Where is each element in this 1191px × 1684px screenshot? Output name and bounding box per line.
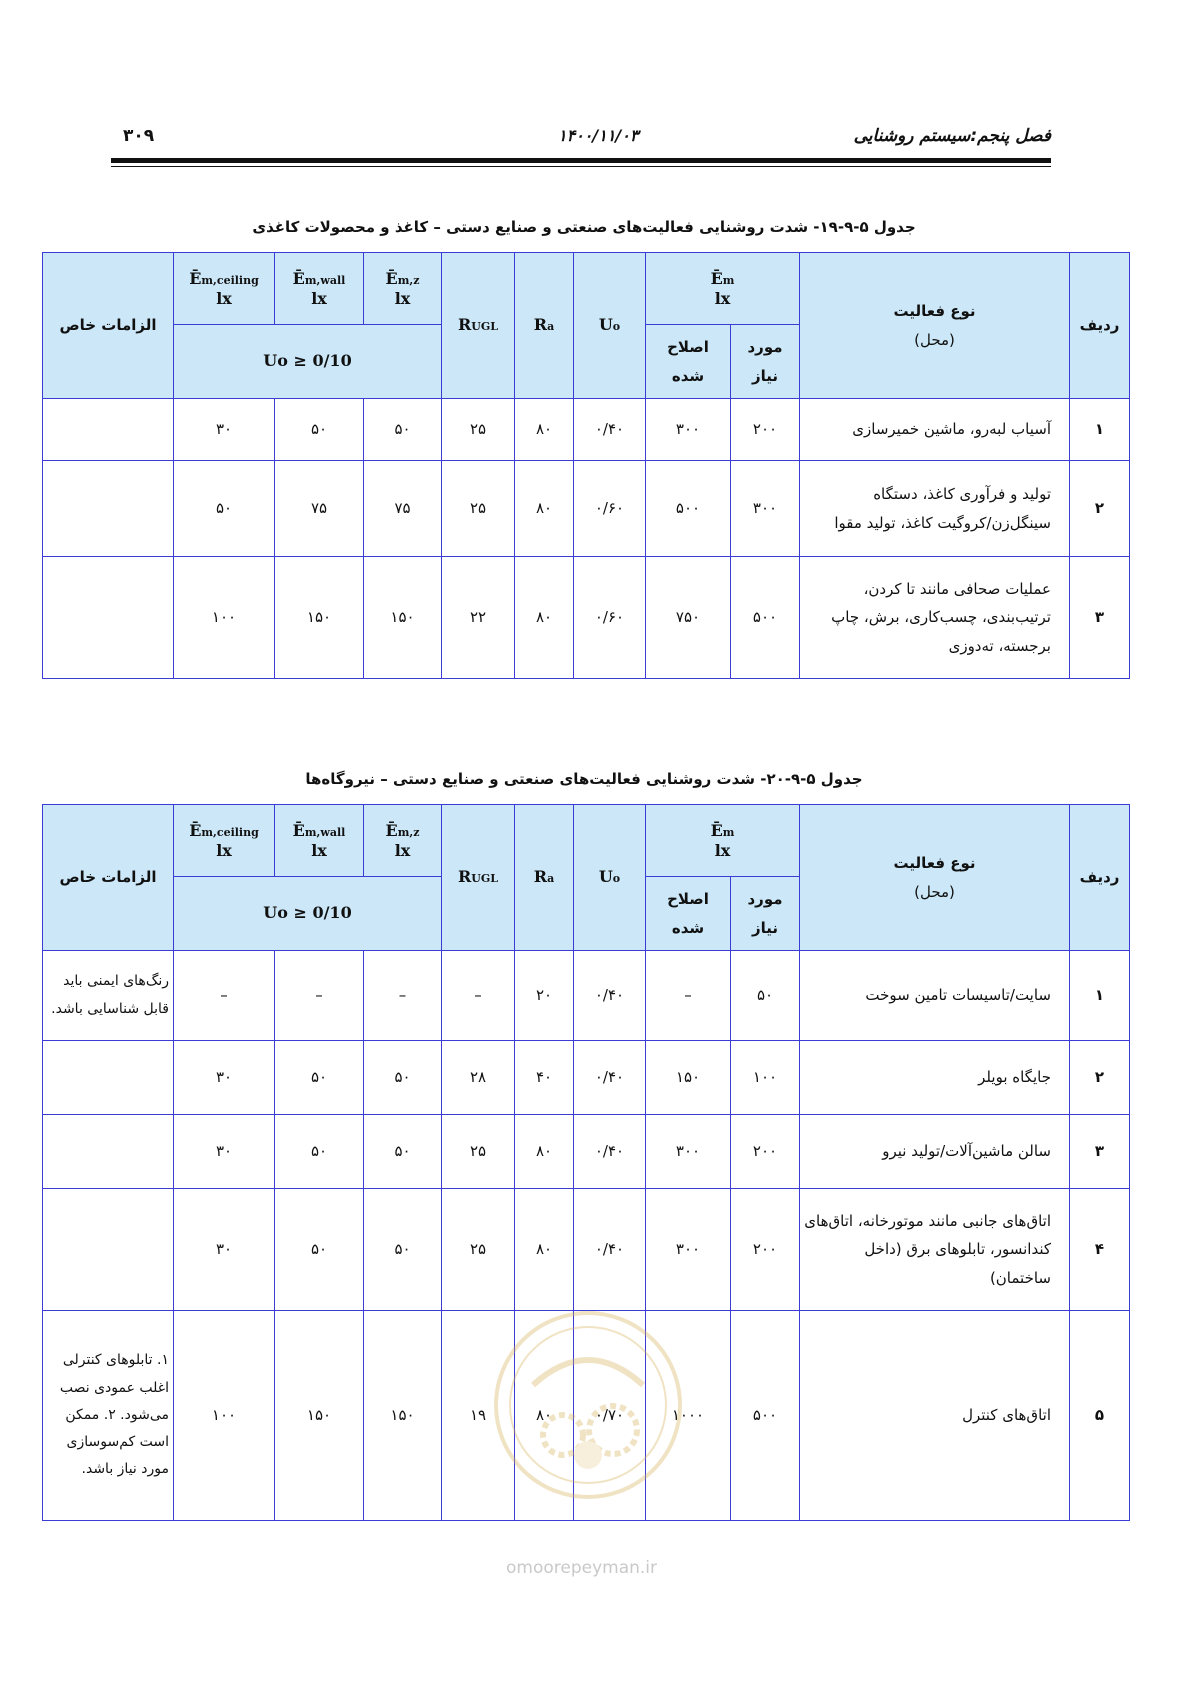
cell-ra: ۸۰ bbox=[515, 461, 574, 557]
emceiling-symbol: Ē bbox=[189, 269, 202, 289]
header-ra bbox=[515, 253, 574, 399]
em-corrected-line2: شده bbox=[671, 918, 705, 937]
cell-no: ۲ bbox=[1070, 1041, 1130, 1115]
uo-sub: o bbox=[612, 320, 621, 334]
em-corrected-line1: اصلاح bbox=[667, 338, 709, 356]
cell-ra: ۸۰ bbox=[515, 557, 574, 679]
ra-symbol: R bbox=[533, 315, 548, 335]
cell-em-req: ۵۰۰ bbox=[731, 1311, 800, 1521]
header-uo bbox=[574, 253, 646, 399]
header-rule-thin bbox=[111, 166, 1051, 167]
em-required-line2: نیاز bbox=[751, 918, 779, 937]
cell-emz: ۵۰ bbox=[364, 1115, 442, 1189]
cell-emwall: ۱۵۰ bbox=[275, 1311, 364, 1521]
cell-ra: ۸۰ bbox=[515, 399, 574, 461]
em-unit: lx bbox=[714, 288, 731, 308]
table-row bbox=[43, 1189, 1130, 1311]
ra-sub: a bbox=[547, 320, 555, 334]
cell-emz: ۱۵۰ bbox=[364, 557, 442, 679]
em-symbol: Ē bbox=[710, 821, 723, 841]
em-sub: m bbox=[722, 274, 735, 288]
cell-uo: ۰/۴۰ bbox=[574, 1115, 646, 1189]
emz-sub: m,z bbox=[397, 274, 420, 288]
cell-em-corr: ۳۰۰ bbox=[646, 399, 731, 461]
cell-activity: اتاق‌های کنترل bbox=[800, 1311, 1070, 1521]
table2-caption: جدول ۵-۹-۲۰- شدت روشنایی فعالیت‌های صنعتی و صنایع دستی – نیروگاه‌ها bbox=[305, 770, 863, 788]
cell-em-corr: ۵۰۰ bbox=[646, 461, 731, 557]
emz-symbol: Ē bbox=[385, 269, 398, 289]
cell-rugl: ۲۵ bbox=[442, 399, 515, 461]
header-em bbox=[646, 253, 800, 325]
cell-uo: ۰/۴۰ bbox=[574, 399, 646, 461]
cell-ra: ۸۰ bbox=[515, 1189, 574, 1311]
header-em-corrected bbox=[646, 325, 731, 399]
table-row bbox=[43, 557, 1130, 679]
cell-em-req: ۳۰۰ bbox=[731, 461, 800, 557]
emceiling-unit: lx bbox=[216, 288, 232, 308]
header-em-corrected bbox=[646, 877, 731, 951]
header-activity-sub: (محل) bbox=[914, 882, 955, 901]
header-em bbox=[646, 805, 800, 877]
cell-activity: عملیات صحافی مانند تا کردن، ترتیب‌بندی، چسب‌کاری، برش، چاپ برجسته، ته‌دوزی bbox=[800, 557, 1070, 679]
emwall-sub: m,wall bbox=[304, 826, 346, 840]
table-row bbox=[43, 1115, 1130, 1189]
cell-em-corr: ۳۰۰ bbox=[646, 1115, 731, 1189]
header-em-required bbox=[731, 877, 800, 951]
cell-emwall: ۱۵۰ bbox=[275, 557, 364, 679]
cell-no: ۵ bbox=[1070, 1311, 1130, 1521]
cell-ra: ۸۰ bbox=[515, 1115, 574, 1189]
header-activity bbox=[800, 805, 1070, 951]
page-header bbox=[111, 116, 1051, 176]
emwall-unit: lx bbox=[311, 840, 327, 860]
cell-emceiling: – bbox=[174, 951, 275, 1041]
header-em-required bbox=[731, 325, 800, 399]
emz-symbol: Ē bbox=[385, 821, 398, 841]
header-requirements: الزامات خاص bbox=[43, 253, 174, 399]
header-emwall bbox=[275, 253, 364, 325]
table1-caption: جدول ۵-۹-۱۹- شدت روشنایی فعالیت‌های صنعتی و صنایع دستی – کاغذ و محصولات کاغذی bbox=[252, 218, 916, 236]
cell-em-req: ۱۰۰ bbox=[731, 1041, 800, 1115]
cell-em-corr: ۷۵۰ bbox=[646, 557, 731, 679]
cell-rugl: ۲۵ bbox=[442, 1189, 515, 1311]
cell-em-req: ۲۰۰ bbox=[731, 1115, 800, 1189]
header-uo-condition bbox=[174, 877, 442, 951]
header-uo bbox=[574, 805, 646, 951]
header-emz bbox=[364, 253, 442, 325]
header-uo-condition bbox=[174, 325, 442, 399]
cell-em-corr: ۱۰۰۰ bbox=[646, 1311, 731, 1521]
cell-emwall: ۵۰ bbox=[275, 1189, 364, 1311]
table1 bbox=[42, 252, 1130, 679]
cell-emz: ۵۰ bbox=[364, 399, 442, 461]
em-required-line2: نیاز bbox=[751, 366, 779, 385]
header-activity bbox=[800, 253, 1070, 399]
watermark-site: omoorepeyman.ir bbox=[506, 1558, 658, 1578]
page-number: ۳۰۹ bbox=[123, 126, 155, 146]
cell-em-req: ۲۰۰ bbox=[731, 399, 800, 461]
header-rugl bbox=[442, 253, 515, 399]
cell-emceiling: ۳۰ bbox=[174, 1041, 275, 1115]
table-row bbox=[43, 461, 1130, 557]
cell-em-corr: ۱۵۰ bbox=[646, 1041, 731, 1115]
cell-emwall: ۷۵ bbox=[275, 461, 364, 557]
cell-rugl: – bbox=[442, 951, 515, 1041]
cell-em-req: ۵۰۰ bbox=[731, 557, 800, 679]
header-row-no: ردیف bbox=[1070, 253, 1130, 399]
cell-emz: ۱۵۰ bbox=[364, 1311, 442, 1521]
cell-emwall: ۵۰ bbox=[275, 1115, 364, 1189]
cell-em-req: ۵۰ bbox=[731, 951, 800, 1041]
emceiling-sub: m,ceiling bbox=[201, 274, 259, 288]
cell-requirements bbox=[43, 1041, 174, 1115]
em-required-line1: مورد bbox=[747, 338, 783, 356]
em-required-line1: مورد bbox=[747, 890, 783, 908]
cell-emceiling: ۱۰۰ bbox=[174, 1311, 275, 1521]
rugl-symbol: R bbox=[457, 867, 472, 887]
uo-symbol: U bbox=[598, 867, 613, 887]
header-activity-label: نوع فعالیت bbox=[893, 854, 976, 872]
cell-no: ۲ bbox=[1070, 461, 1130, 557]
cell-ra: ۴۰ bbox=[515, 1041, 574, 1115]
cell-requirements bbox=[43, 1189, 174, 1311]
cell-activity: اتاق‌های جانبی مانند موتورخانه، اتاق‌های کندانسور، تابلوهای برق (داخل ساختمان) bbox=[800, 1189, 1070, 1311]
cell-no: ۱ bbox=[1070, 951, 1130, 1041]
header-activity-sub: (محل) bbox=[914, 330, 955, 349]
cell-activity: سایت/تاسیسات تامین سوخت bbox=[800, 951, 1070, 1041]
cell-no: ۳ bbox=[1070, 557, 1130, 679]
cell-emceiling: ۳۰ bbox=[174, 1189, 275, 1311]
cell-requirements bbox=[43, 1115, 174, 1189]
emwall-unit: lx bbox=[311, 288, 327, 308]
rugl-symbol: R bbox=[457, 315, 472, 335]
cell-activity: جایگاه بویلر bbox=[800, 1041, 1070, 1115]
cell-em-corr: ۳۰۰ bbox=[646, 1189, 731, 1311]
em-unit: lx bbox=[714, 840, 731, 860]
emwall-sub: m,wall bbox=[304, 274, 346, 288]
cell-rugl: ۲۲ bbox=[442, 557, 515, 679]
header-ra bbox=[515, 805, 574, 951]
ra-sub: a bbox=[547, 872, 555, 886]
ra-symbol: R bbox=[533, 867, 548, 887]
header-requirements: الزامات خاص bbox=[43, 805, 174, 951]
emceiling-sub: m,ceiling bbox=[201, 826, 259, 840]
cell-rugl: ۲۵ bbox=[442, 461, 515, 557]
emceiling-unit: lx bbox=[216, 840, 232, 860]
uo-condition: Uo ≥ 0/10 bbox=[263, 903, 352, 923]
header-rule-thick bbox=[111, 158, 1051, 163]
em-corrected-line2: شده bbox=[671, 366, 705, 385]
cell-requirements bbox=[43, 399, 174, 461]
header-emceiling bbox=[174, 805, 275, 877]
document-date: ۱۴۰۰/۱۱/۰۳ bbox=[558, 126, 639, 145]
cell-uo: ۰/۴۰ bbox=[574, 951, 646, 1041]
cell-ra: ۲۰ bbox=[515, 951, 574, 1041]
cell-rugl: ۲۵ bbox=[442, 1115, 515, 1189]
cell-uo: ۰/۴۰ bbox=[574, 1189, 646, 1311]
emz-unit: lx bbox=[394, 840, 411, 860]
emceiling-symbol: Ē bbox=[189, 821, 202, 841]
cell-emceiling: ۵۰ bbox=[174, 461, 275, 557]
cell-activity: سالن ماشین‌آلات/تولید نیرو bbox=[800, 1115, 1070, 1189]
em-corrected-line1: اصلاح bbox=[667, 890, 709, 908]
em-sub: m bbox=[722, 826, 735, 840]
cell-rugl: ۲۸ bbox=[442, 1041, 515, 1115]
uo-condition: Uo ≥ 0/10 bbox=[263, 351, 352, 371]
header-row-no: ردیف bbox=[1070, 805, 1130, 951]
cell-emz: ۵۰ bbox=[364, 1189, 442, 1311]
cell-emwall: ۵۰ bbox=[275, 1041, 364, 1115]
chapter-title: فصل پنجم:سیستم روشنایی bbox=[853, 126, 1051, 146]
cell-emceiling: ۱۰۰ bbox=[174, 557, 275, 679]
cell-uo: ۰/۷۰ bbox=[574, 1311, 646, 1521]
cell-emz: – bbox=[364, 951, 442, 1041]
table-row bbox=[43, 1041, 1130, 1115]
cell-em-req: ۲۰۰ bbox=[731, 1189, 800, 1311]
rugl-sub: UGL bbox=[471, 320, 499, 334]
header-emz bbox=[364, 805, 442, 877]
header-rugl bbox=[442, 805, 515, 951]
cell-activity: آسیاب لبه‌رو، ماشین خمیرسازی bbox=[800, 399, 1070, 461]
emwall-symbol: Ē bbox=[292, 821, 305, 841]
cell-emz: ۷۵ bbox=[364, 461, 442, 557]
cell-no: ۳ bbox=[1070, 1115, 1130, 1189]
rugl-sub: UGL bbox=[471, 872, 499, 886]
header-activity-label: نوع فعالیت bbox=[893, 302, 976, 320]
emz-unit: lx bbox=[394, 288, 411, 308]
cell-emceiling: ۳۰ bbox=[174, 399, 275, 461]
cell-no: ۴ bbox=[1070, 1189, 1130, 1311]
emz-sub: m,z bbox=[397, 826, 420, 840]
table-row bbox=[43, 399, 1130, 461]
seal-logo-icon bbox=[488, 1305, 688, 1505]
cell-uo: ۰/۶۰ bbox=[574, 557, 646, 679]
cell-rugl: ۱۹ bbox=[442, 1311, 515, 1521]
cell-requirements: ۱. تابلوهای کنترلی اغلب عمودی نصب می‌شود. ۲. ممکن است کم‌سوسازی مورد نیاز باشد. bbox=[43, 1311, 174, 1521]
cell-emwall: – bbox=[275, 951, 364, 1041]
cell-uo: ۰/۶۰ bbox=[574, 461, 646, 557]
cell-requirements bbox=[43, 461, 174, 557]
uo-symbol: U bbox=[598, 315, 613, 335]
em-symbol: Ē bbox=[710, 269, 723, 289]
cell-requirements bbox=[43, 557, 174, 679]
cell-requirements: رنگ‌های ایمنی باید قابل شناسایی باشد. bbox=[43, 951, 174, 1041]
cell-uo: ۰/۴۰ bbox=[574, 1041, 646, 1115]
cell-em-corr: – bbox=[646, 951, 731, 1041]
uo-sub: o bbox=[612, 872, 621, 886]
emwall-symbol: Ē bbox=[292, 269, 305, 289]
cell-activity: تولید و فرآوری کاغذ، دستگاه سینگل‌زن/کروگیت کاغذ، تولید مقوا bbox=[800, 461, 1070, 557]
cell-no: ۱ bbox=[1070, 399, 1130, 461]
cell-ra: ۸۰ bbox=[515, 1311, 574, 1521]
table-row bbox=[43, 951, 1130, 1041]
cell-emceiling: ۳۰ bbox=[174, 1115, 275, 1189]
header-emceiling bbox=[174, 253, 275, 325]
cell-emz: ۵۰ bbox=[364, 1041, 442, 1115]
header-emwall bbox=[275, 805, 364, 877]
cell-emwall: ۵۰ bbox=[275, 399, 364, 461]
